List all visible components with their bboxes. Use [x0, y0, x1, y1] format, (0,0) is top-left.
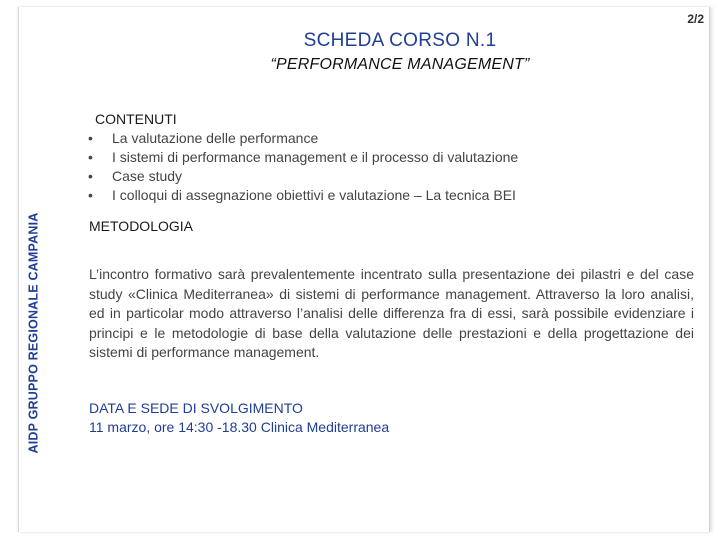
- metodologia-heading: METODOLOGIA: [89, 218, 193, 234]
- bullet-icon: •: [88, 187, 93, 203]
- list-item-text: Case study: [112, 168, 183, 184]
- metodologia-paragraph: L’incontro formativo sarà prevalentemente incentrato sulla presentazione dei pilastri e del case study «Clinica Mediterranea» di sistemi di performance management. Attraverso la loro analisi, ed in particolar modo attraverso l’analisi delle differenza fra di essi, sarà possibile evidenziare i principi e le metodologie di base della valutazione delle prestazioni e della progettazione dei sistemi di performance management.: [89, 266, 694, 360]
- data-sede-text: 11 marzo, ore 14:30 -18.30 Clinica Mediterranea: [89, 419, 390, 435]
- list-item: [88, 167, 518, 186]
- contenuti-list: [88, 129, 518, 205]
- list-item-text: La valutazione delle performance: [112, 130, 319, 146]
- data-sede-heading: DATA E SEDE DI SVOLGIMENTO: [89, 400, 303, 416]
- list-item-text: I sistemi di performance management e il processo di valutazione: [112, 149, 519, 165]
- bullet-icon: •: [88, 168, 93, 184]
- contenuti-heading: CONTENUTI: [95, 111, 177, 127]
- list-item: [88, 148, 518, 167]
- page-subtitle: “PERFORMANCE MANAGEMENT”: [270, 56, 530, 73]
- side-banner: [22, 140, 44, 525]
- bullet-icon: •: [88, 130, 93, 146]
- side-label: AIDP GRUPPO REGIONALE CAMPANIA: [26, 212, 41, 453]
- bullet-icon: •: [88, 149, 93, 165]
- list-item: [88, 186, 518, 205]
- list-item: [88, 129, 518, 148]
- page-indicator: 2/2: [687, 12, 704, 26]
- list-item-text: I colloqui di assegnazione obiettivi e valutazione – La tecnica BEI: [112, 187, 516, 203]
- page-title: SCHEDA CORSO N.1: [303, 30, 497, 51]
